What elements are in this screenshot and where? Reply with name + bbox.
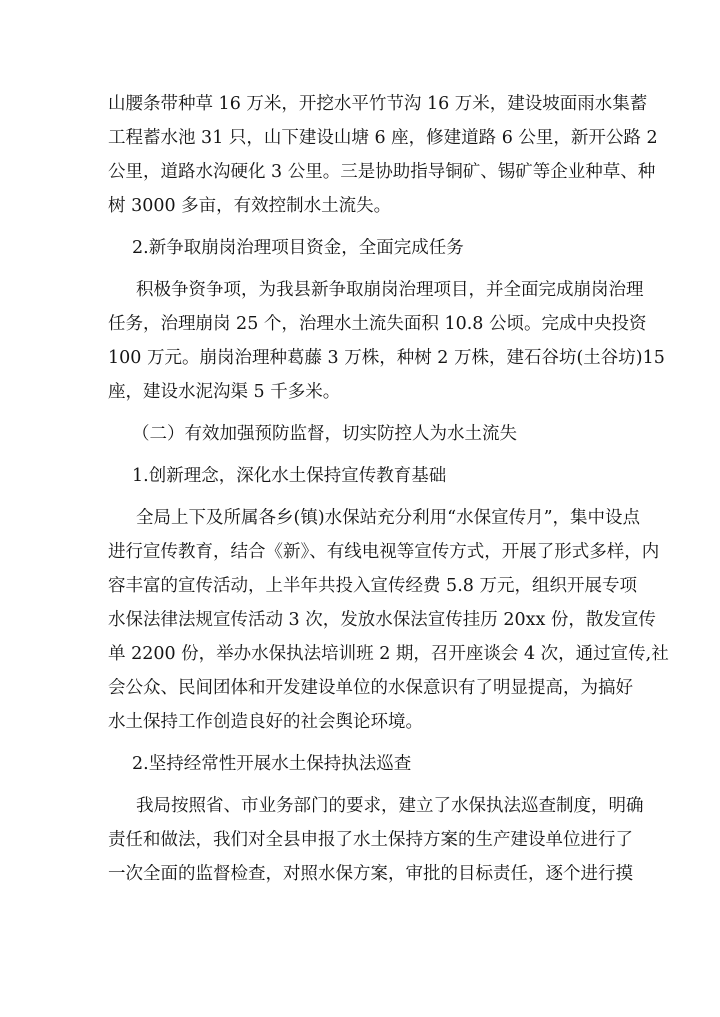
- text-line: 容丰富的宣传活动，上半年共投入宣传经费 5.8 万元，组织开展专项: [108, 576, 637, 596]
- text-line: 进行宣传教育，结合《新》、有线电视等宣传方式，开展了形式多样，内: [108, 542, 660, 562]
- text-line: 积极争资争项，为我县新争取崩岗治理项目，并全面完成崩岗治理: [136, 280, 644, 300]
- section-heading: 2.坚持经常性开展水土保持执法巡查: [132, 754, 412, 774]
- text-line: 公里，道路水沟硬化 3 公里。三是协助指导铜矿、锡矿等企业种草、种: [108, 162, 656, 182]
- text-line: 山腰条带种草 16 万米，开挖水平竹节沟 16 万米，建设坡面雨水集蓄: [108, 94, 648, 114]
- section-heading: 1.创新理念，深化水土保持宣传教育基础: [132, 466, 447, 486]
- text-line: 树 3000 多亩，有效控制水土流失。: [108, 196, 392, 216]
- text-line: 一次全面的监督检查，对照水保方案，审批的目标责任，逐个进行摸: [108, 864, 633, 884]
- text-line: 座，建设水泥沟渠 5 千多米。: [108, 382, 341, 402]
- text-line: 我局按照省、市业务部门的要求，建立了水保执法巡查制度，明确: [136, 796, 644, 816]
- text-line: 100 万元。崩岗治理种葛藤 3 万株，种树 2 万株，建石谷坊(土谷坊)15: [108, 348, 665, 368]
- text-line: 会公众、民间团体和开发建设单位的水保意识有了明显提高，为搞好: [108, 678, 633, 698]
- text-line: 单 2200 份，举办水保执法培训班 2 期，召开座谈会 4 次，通过宣传,社: [108, 644, 669, 664]
- text-line: 全局上下及所属各乡(镇)水保站充分利用“水保宣传月”，集中设点: [136, 508, 641, 528]
- text-line: 水保法律法规宣传活动 3 次，发放水保法宣传挂历 20xx 份，散发宣传: [108, 610, 656, 630]
- section-heading: 2.新争取崩岗治理项目资金，全面完成任务: [132, 238, 464, 258]
- text-line: 任务，治理崩岗 25 个，治理水土流失面积 10.8 公顷。完成中央投资: [108, 314, 647, 334]
- section-heading: （二）有效加强预防监督，切实防控人为水土流失: [132, 424, 517, 444]
- text-line: 水土保持工作创造良好的社会舆论环境。: [108, 712, 423, 732]
- text-line: 责任和做法，我们对全县申报了水土保持方案的生产建设单位进行了: [108, 830, 633, 850]
- text-line: 工程蓄水池 31 只，山下建设山塘 6 座，修建道路 6 公里，新开公路 2: [108, 128, 658, 148]
